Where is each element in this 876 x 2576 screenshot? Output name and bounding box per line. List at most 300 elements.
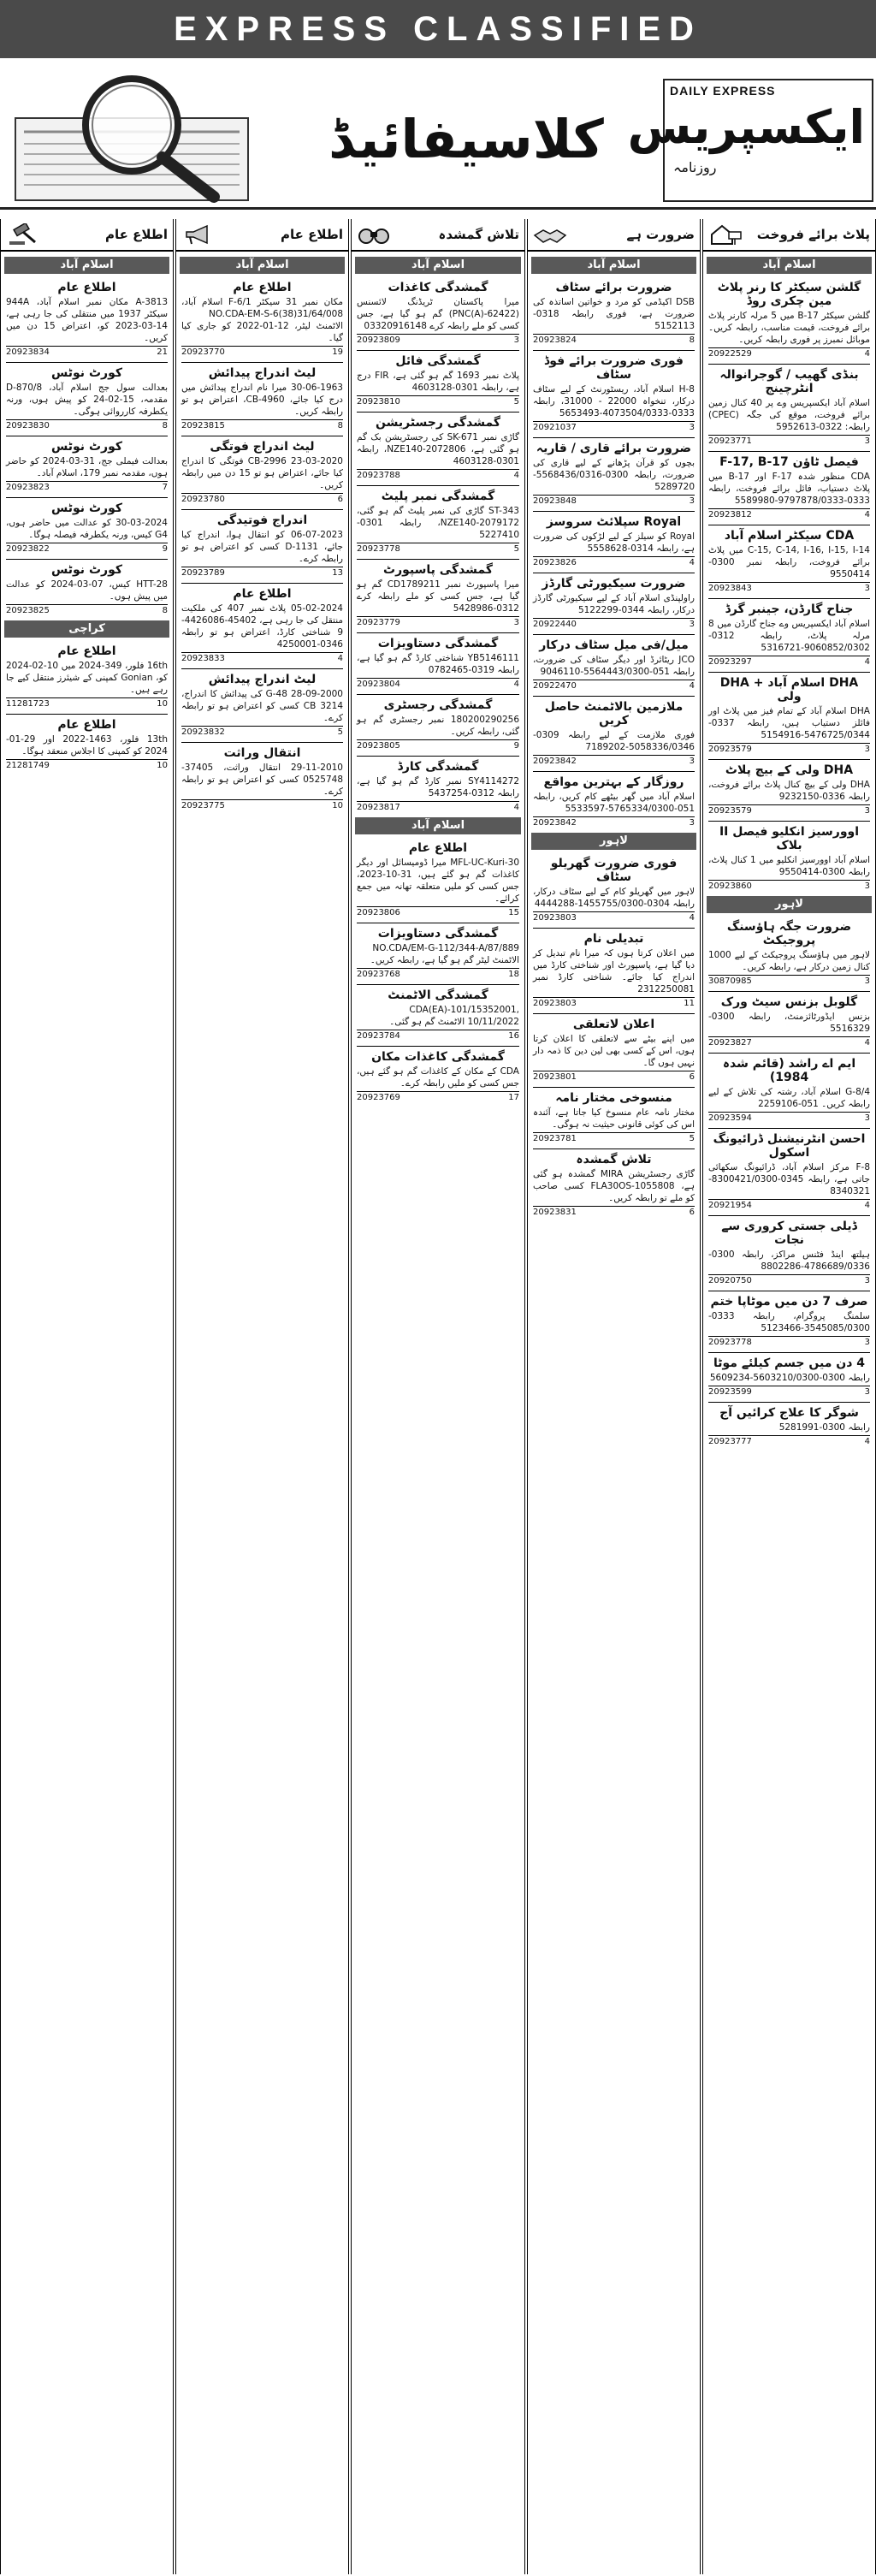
ad-title: انتقال وراثت (223, 746, 301, 760)
ad-footer (708, 1386, 870, 1397)
ad-size-code: 3 (864, 745, 870, 754)
city-bar: لاہور (707, 896, 872, 913)
classified-ad (708, 451, 870, 519)
column-heading (528, 219, 700, 252)
ad-size-code: 3 (513, 335, 519, 345)
logo-express-urdu: ایکسپریس (627, 100, 865, 154)
classified-ad (533, 928, 695, 1008)
ad-body: Royal کو سیلز کے لیے لڑکوں کی ضرورت ہے، رابطہ 0314-5558628 (533, 531, 695, 554)
ad-title: DHA اسلام آباد + DHA ولی (719, 676, 859, 703)
classified-ad (357, 350, 519, 407)
column-heading-title: پلاٹ برائے فروخت (756, 227, 870, 242)
ad-size-code: 3 (689, 818, 695, 828)
classified-ad (533, 350, 695, 432)
ad-body: 28-09-2000 G-48 کی پیدائش کا اندراج، CB 3214 کسی کو اعتراض ہو تو رابطہ کرے۔ (181, 689, 343, 723)
ad-ref-number: 20923594 (708, 1113, 752, 1123)
ad-ref-number: 20923825 (6, 606, 50, 615)
classified-ad (357, 632, 519, 689)
ad-footer (533, 556, 695, 567)
ad-size-code: 5 (337, 727, 343, 737)
ad-ref-number: 20923827 (708, 1038, 752, 1048)
ad-size-code: 3 (689, 496, 695, 506)
ad-title: ضرورت برائے قاری / قاریہ (536, 442, 692, 455)
ad-body: پلاٹ نمبر 1693 گم ہو گئی ہے، FIR درج ہے، رابطہ 0301-4603128 (357, 371, 519, 393)
ad-title: اطلاع عام (233, 587, 292, 601)
ad-title: لیٹ اندراج پیدائش (208, 366, 317, 380)
ad-ref-number: 20923769 (357, 1093, 400, 1102)
ad-title: شوگر کا علاج کرائیں آج (719, 1406, 859, 1420)
ad-footer (708, 743, 870, 754)
ad-title: منسوخی مختار نامہ (555, 1091, 672, 1105)
ad-title: ڈیلی جستی کروری سے نجات (721, 1220, 857, 1247)
ad-size-code: 3 (864, 881, 870, 891)
magnifier-newspaper-icon (12, 68, 252, 205)
ad-body: 29-11-2010 انتقال وراثت، 37405-0525748 کسی کو اعتراض ہو تو رابطہ کرے۔ (181, 763, 343, 797)
ad-body: G-8/4 اسلام آباد، رشتہ کی تلاش کے لیے رابطہ کریں۔ 051-2259106 (708, 1087, 870, 1109)
ad-title: گمشدگی فائل (395, 354, 481, 368)
ad-ref-number: 20923822 (6, 544, 50, 554)
ad-footer (6, 604, 168, 615)
ad-body: بچوں کو قرآن پڑھانے کے لیے قاری کی ضرورت، رابطہ 0300-5568436/0316-5289720 (533, 458, 695, 492)
classified-ad (181, 583, 343, 663)
ad-size-code: 9 (162, 544, 168, 554)
ad-ref-number: 20923823 (6, 483, 50, 492)
classified-ad (6, 497, 168, 554)
classified-ad (357, 559, 519, 627)
ad-title: گلشن سیکٹر کا رنر پلاٹ مین چکری روڈ (717, 281, 861, 308)
ad-footer (708, 1274, 870, 1285)
ad-ref-number: 20923771 (708, 436, 752, 446)
ad-ref-number: 20923834 (6, 347, 50, 357)
ad-size-code: 10 (157, 761, 168, 770)
ad-body: SY4114272 نمبر کارڈ گم ہو گیا ہے، رابطہ 0312-5437254 (357, 776, 519, 798)
ad-size-code: 3 (689, 423, 695, 432)
ad-body: 30-06-1963 میرا نام اندراج پیدائش میں درج کیا جائے، CB-4960، اعتراض ہو تو رابطہ کریں۔ (181, 383, 343, 417)
ad-body: بعدالت فیملی جج، 31-03-2024 کو حاضر ہوں، مقدمہ نمبر 179، اسلام آباد۔ (6, 456, 169, 478)
ad-footer (708, 880, 870, 891)
ad-size-code: 3 (864, 1113, 870, 1123)
ad-size-code: 8 (162, 421, 168, 430)
classified-ad (181, 277, 343, 357)
classified-ad (357, 412, 519, 480)
ad-body: NO.CDA/EM-G-112/344-A/87/889 الاٹمنٹ لیٹر گم ہو گیا ہے، رابطہ کریں۔ (370, 943, 519, 965)
classified-ad (708, 1215, 870, 1285)
city-bar: لاہور (531, 833, 696, 850)
ad-title: اطلاع عام (233, 281, 292, 294)
classified-ad (533, 771, 695, 828)
ad-footer (181, 419, 343, 430)
ad-body: HTT-28 کیس، 07-03-2024 کو عدالت میں پیش ہوں۔ (6, 579, 168, 602)
ad-footer (357, 334, 519, 345)
ad-ref-number: 20923788 (357, 471, 400, 480)
ad-size-code: 3 (864, 1387, 870, 1397)
ad-body: سلمنگ پروگرام، رابطہ 0333-3545085/0300-5123466 (708, 1311, 870, 1333)
city-bar: اسلام آباد (531, 257, 696, 274)
classified-ad (708, 759, 870, 816)
ad-size-code: 3 (864, 436, 870, 446)
classified-ad (181, 362, 343, 430)
ad-body: ہیلتھ اینڈ فٹنس مراکز، رابطہ 0300-4786689/0336-8802286 (708, 1249, 870, 1272)
classified-ad (357, 756, 519, 812)
ad-ref-number: 20923803 (533, 999, 577, 1008)
classified-ad (6, 436, 168, 492)
ad-size-code: 3 (689, 620, 695, 629)
ad-size-code: 4 (864, 510, 870, 519)
classified-ad (533, 437, 695, 506)
masthead (0, 63, 876, 210)
ad-ref-number: 20923297 (708, 657, 752, 667)
ad-title: گمشدگی رجسٹری (383, 698, 493, 712)
ad-footer (708, 582, 870, 593)
ad-body: اسلام آباد ایکسپریس وے پر 40 کنال زمین برائے فروخت، موقع کی جگہ (CPEC) رابطہ: 0322-5952613 (708, 398, 870, 432)
ad-footer (6, 697, 168, 709)
ad-body: مکان نمبر 31 سیکٹر F-6/1 اسلام آباد، NO.CDA-EM-S-6(38)31/64/008 الاٹمنٹ لیٹر، 12-01-2022 کو جاری کیا گیا۔ (181, 297, 343, 343)
ad-body: 16th فلور، 349-2024 میں 10-02-2024 کو، Gonian کمپنی کے شیئرز منتقل کیے جا رہے ہیں۔ (6, 661, 168, 695)
handshake-icon (533, 223, 567, 246)
ad-body: میرا پاکستان ٹریڈنگ لائسنس (PNC(A)-62422) گم ہو گیا ہے، جس کسی کو ملے رابطہ کرے 03320916148 (357, 297, 519, 331)
ad-title: گمشدگی الاٹمنٹ (388, 988, 488, 1002)
ad-size-code: 10 (157, 699, 168, 709)
ad-ref-number: 20923803 (533, 913, 577, 923)
ad-footer (6, 346, 168, 357)
ad-ref-number: 20923860 (708, 881, 752, 891)
ad-body: میں اعلان کرتا ہوں کہ میرا نام تبدیل کر دیا گیا ہے، پاسپورٹ اور شناختی کارڈ میں اندراج کیا جائے۔ شناختی کارڈ نمبر 2312250081 (533, 948, 695, 994)
classified-ad (533, 277, 695, 345)
ad-ref-number: 20923805 (357, 741, 400, 751)
ad-body: DHA اسلام آباد کے تمام فیز میں پلاٹ اور فائلز دستیاب ہیں، رابطہ 0337-5476725/0344-5154916 (708, 706, 870, 740)
express-logo (627, 79, 873, 202)
column-heading-title: تلاش گمشدہ (438, 227, 519, 242)
ad-ref-number: 20921954 (708, 1201, 752, 1210)
ad-body: لاہور میں ہاؤسنگ پروجیکٹ کے لیے 1000 کنال زمین درکار ہے، رابطہ کریں۔ (708, 950, 870, 972)
ad-footer (357, 616, 519, 627)
ad-footer (181, 652, 343, 663)
column-heading-title: اطلاع عام (104, 227, 168, 242)
classified-ad (6, 559, 168, 615)
classified-ad (6, 641, 168, 709)
ad-ref-number: 20923777 (708, 1437, 752, 1446)
classified-ad (533, 634, 695, 691)
ad-footer (357, 1030, 519, 1041)
ad-title: فوری ضرورت برائے فوڈ سٹاف (544, 354, 684, 382)
ad-body: بزنس ایڈورٹائزمنٹ، رابطہ 0300-5516329 (708, 1012, 870, 1034)
classified-ad (708, 1402, 870, 1446)
classified-ad (708, 1128, 870, 1210)
classified-ad (181, 436, 343, 504)
ad-ref-number: 20922470 (533, 681, 577, 691)
ad-body: 13th فلور، 1463-2022 اور 29-01-2024 کو کمپنی کا اجلاس منعقد ہوگا۔ (6, 734, 168, 757)
ad-size-code: 4 (864, 657, 870, 667)
ad-body: 23-03-2020 CB-2996 فوتگی کا اندراج کیا جائے، اعتراض ہو تو 15 دن میں رابطہ کریں۔ (181, 456, 343, 490)
ad-ref-number: 20923817 (357, 803, 400, 812)
ad-body: گلشن سیکٹر B-17 میں 5 مرلہ کارنر پلاٹ برائے فروخت، قیمت مناسب، رابطہ کریں۔ موبائل نمبرز پر فوری رابطہ کریں۔ (708, 311, 870, 345)
ad-footer (357, 906, 519, 917)
ad-size-code: 4 (513, 803, 519, 812)
ad-ref-number: 20923809 (357, 335, 400, 345)
ad-title: روزگار کے بہترین مواقع (543, 775, 684, 789)
ad-body: A-3813 مکان نمبر اسلام آباد، 944A سیکٹر 1937 میں منتقلی کی جا رہی ہے، 14-03-2023 کو، اعتراض 15 دن میں کریں۔ (6, 297, 168, 343)
ad-footer (357, 801, 519, 812)
ad-body: گاڑی رجسٹریشن MIRA گمشدہ ہو گئی ہے، FLA30OS-1055808 کسی صاحب کو ملے تو رابطہ کریں۔ (533, 1169, 695, 1203)
ad-footer (533, 680, 695, 691)
ad-title: ضرورت جگہ ہاؤسنگ پروجیکٹ (726, 920, 852, 947)
column-heading (1, 219, 173, 252)
ad-footer (533, 495, 695, 506)
ad-title: گمشدگی نمبر پلیٹ (381, 490, 495, 503)
ad-body: 180200290256 نمبر رجسٹری گم ہو گئی، رابطہ کریں۔ (357, 715, 519, 737)
ad-ref-number: 20923842 (533, 818, 577, 828)
ad-ref-number: 20921037 (533, 423, 577, 432)
ad-size-code: 15 (508, 908, 519, 917)
ad-body: اسلام آباد اوورسیز انکلیو میں 1 کنال پلاٹ، رابطہ 0300-9550414 (708, 855, 870, 877)
ad-body: میں اپنے بیٹے سے لاتعلقی کا اعلان کرتا ہوں، اس کے کسی بھی لین دین کا ذمہ دار نہیں ہوں گا۔ (533, 1034, 695, 1068)
ad-title: کورٹ نوٹس (50, 563, 122, 577)
ad-footer (357, 968, 519, 979)
classified-ad (708, 672, 870, 754)
ad-footer (708, 656, 870, 667)
ad-size-code: 10 (332, 801, 343, 810)
classified-ad (533, 853, 695, 923)
city-bar: کراچی (4, 620, 169, 638)
ad-body: لاہور میں گھریلو کام کے لیے سٹاف درکار، رابطہ 0304-1455755/0300-4444288 (533, 887, 695, 909)
classified-ad (181, 742, 343, 810)
ad-ref-number: 20923778 (357, 544, 400, 554)
ad-footer (708, 975, 870, 986)
ad-body: C-15, C-14, I-16, I-15, I-14 میں پلاٹ برائے فروخت، رابطہ نمبر 0300-9550414 (708, 545, 870, 579)
classified-ad (708, 821, 870, 891)
ad-title: لیٹ اندراج پیدائش (208, 673, 317, 686)
ad-size-code: 3 (864, 584, 870, 593)
ad-size-code: 19 (332, 347, 343, 357)
ad-body: F-8 مرکز اسلام آباد، ڈرائیونگ سکھائی جاتی ہے، رابطہ 0345-8300421/0300-8340321 (708, 1162, 870, 1196)
ad-footer (533, 1071, 695, 1082)
ad-body: 06-07-2023 کو انتقال ہوا، اندراج کیا جائے، D-1131 کسی کو اعتراض ہو تو رابطہ کرے۔ (181, 530, 343, 564)
ad-title: گمشدگی پاسپورٹ (383, 563, 493, 577)
logo-rozna: روزنامہ (673, 159, 717, 175)
classified-ad (533, 696, 695, 766)
ad-body: اسلام آباد میں گھر بیٹھے کام کریں، رابطہ 051-5765334/0300-5533597 (533, 792, 695, 814)
ad-size-code: 3 (864, 1338, 870, 1347)
ad-title: اطلاع عام (57, 718, 116, 732)
ad-body: فوری ملازمت کے لیے رابطہ 0309-5058336/0346-7189202 (533, 730, 695, 752)
ad-ref-number: 20923831 (533, 1208, 577, 1217)
ad-ref-number: 20923832 (181, 727, 225, 737)
ad-footer (708, 1112, 870, 1123)
column-0 (702, 219, 876, 2574)
ad-footer (357, 1091, 519, 1102)
ad-title: 4 دن میں جسم کیلئے موٹا (713, 1356, 865, 1370)
classified-urdu-title: کلاسیفائیڈ (328, 108, 604, 170)
ad-size-code: 4 (337, 654, 343, 663)
ad-footer (357, 739, 519, 751)
gavel-icon (6, 223, 40, 246)
column-heading (703, 219, 875, 252)
ad-size-code: 9 (513, 741, 519, 751)
ad-ref-number: 20923815 (181, 421, 225, 430)
ad-size-code: 5 (689, 1134, 695, 1143)
ad-body: YB5146111 شناختی کارڈ گم ہو گیا ہے، رابطہ 0319-0782465 (357, 653, 519, 675)
city-bar: اسلام آباد (355, 817, 521, 834)
ad-title: اطلاع عام (57, 644, 116, 658)
classified-ad (533, 1087, 695, 1143)
ad-footer (181, 726, 343, 737)
ad-size-code: 16 (508, 1031, 519, 1041)
logo-daily-express: DAILY EXPRESS (670, 84, 776, 98)
top-banner (0, 0, 876, 58)
classified-ad (533, 573, 695, 629)
classified-ad (6, 362, 168, 430)
megaphone-icon (181, 223, 216, 246)
ad-ref-number: 20923806 (357, 908, 400, 917)
ad-ref-number: 20923789 (181, 568, 225, 578)
ad-size-code: 17 (508, 1093, 519, 1102)
ad-footer (533, 618, 695, 629)
ad-size-code: 8 (337, 421, 343, 430)
ad-title: فیصل ٹاؤن F-17, B-17 (719, 455, 859, 469)
ad-title: گمشدگی کاغذات مکان (371, 1050, 505, 1064)
ad-ref-number: 30870985 (708, 976, 752, 986)
classified-ad (6, 277, 168, 357)
ad-footer (181, 346, 343, 357)
ad-title: کورٹ نوٹس (50, 366, 122, 380)
ad-body: ST-343 گاڑی کی نمبر پلیٹ گم ہو گئی، NZE140-2079172، رابطہ 0301-5227410 (357, 506, 519, 540)
classified-ad (708, 1352, 870, 1397)
ad-footer (708, 1036, 870, 1048)
ad-size-code: 3 (864, 1276, 870, 1285)
ad-ref-number: 20923599 (708, 1387, 752, 1397)
ad-footer (708, 804, 870, 816)
ad-footer (708, 347, 870, 359)
city-bar: اسلام آباد (707, 257, 872, 274)
ad-ref-number: 20923779 (357, 618, 400, 627)
ad-title: میل/فی میل سٹاف درکار (539, 638, 689, 652)
ad-ref-number: 20923804 (357, 680, 400, 689)
classified-ad (708, 991, 870, 1048)
classified-ad (357, 838, 519, 917)
ad-ref-number: 20923830 (6, 421, 50, 430)
ad-size-code: 21 (157, 347, 168, 357)
classified-ad (708, 364, 870, 446)
column-1 (527, 219, 701, 2574)
ad-size-code: 6 (689, 1208, 695, 1217)
ad-title: بنڈی گھیب / گوجرانوالہ انٹرچینج (719, 368, 859, 395)
ad-size-code: 13 (332, 568, 343, 578)
classified-ad (357, 277, 519, 345)
ad-ref-number: 20923842 (533, 757, 577, 766)
ad-size-code: 5 (513, 397, 519, 407)
ad-title: DHA ولی کے بیچ پلاٹ (725, 763, 854, 777)
ad-title: کورٹ نوٹس (50, 440, 122, 454)
classified-ad (181, 668, 343, 737)
binoculars-icon (357, 223, 391, 246)
ad-footer (533, 1206, 695, 1217)
ad-body: رابطہ 0300-5603210/0300-5609234 (709, 1373, 870, 1383)
ad-footer (181, 799, 343, 810)
ad-title: جناح گارڈن، جینبر گرڈ (725, 602, 854, 616)
ad-size-code: 3 (689, 757, 695, 766)
ad-ref-number: 20923848 (533, 496, 577, 506)
ad-footer (357, 469, 519, 480)
ad-size-code: 4 (689, 558, 695, 567)
ad-size-code: 11 (684, 999, 695, 1008)
ad-ref-number: 20920750 (708, 1276, 752, 1285)
ad-title: گمشدگی دستاویزات (377, 637, 499, 650)
ad-footer (357, 678, 519, 689)
column-3 (175, 219, 349, 2574)
ad-title: ضرورت برائے سٹاف (555, 281, 672, 294)
banner-title: EXPRESS CLASSIFIED (174, 9, 702, 48)
city-bar: اسلام آباد (180, 257, 345, 274)
ad-ref-number: 20923768 (357, 970, 400, 979)
ad-ref-number: 11281723 (6, 699, 50, 709)
ad-ref-number: 20922440 (533, 620, 577, 629)
ad-footer (533, 334, 695, 345)
ad-footer (357, 543, 519, 554)
ad-size-code: 8 (162, 606, 168, 615)
ad-size-code: 6 (689, 1072, 695, 1082)
classified-ad (708, 1291, 870, 1347)
column-heading (352, 219, 524, 252)
ad-ref-number: 20923843 (708, 584, 752, 593)
classified-ad (357, 1046, 519, 1102)
ad-title: اطلاع عام (408, 841, 468, 855)
ad-footer (6, 419, 168, 430)
ad-body: اسلام آباد ایکسپریس وے جناح گارڈن میں 8 مرلہ پلاٹ، رابطہ 0312-9060852/0302-5316721 (708, 619, 870, 653)
classified-ad (357, 923, 519, 979)
classified-ad (533, 1013, 695, 1082)
ad-size-code: 6 (337, 495, 343, 504)
ad-size-code: 3 (864, 806, 870, 816)
ad-title: کورٹ نوٹس (50, 502, 122, 515)
ad-title: فوری ضرورت گھریلو سٹاف (550, 857, 678, 884)
ad-body: میرا پاسپورٹ نمبر CD1789211 گم ہو گیا ہے، جس کسی کو ملے رابطہ کرے 0312-5428986 (357, 579, 519, 614)
ad-ref-number: 20922529 (708, 349, 752, 359)
ad-body: DSB اکیڈمی کو مرد و خواتین اساتذہ کی ضرورت ہے، فوری رابطہ 0318-5152113 (533, 297, 695, 331)
city-bar: اسلام آباد (355, 257, 521, 274)
ad-ref-number: 20923801 (533, 1072, 577, 1082)
ad-footer (6, 543, 168, 554)
ad-title: اعلان لاتعلقی (572, 1018, 655, 1031)
ad-ref-number: 20923770 (181, 347, 225, 357)
house-for-sale-icon (708, 223, 743, 246)
ad-body: 05-02-2024 پلاٹ نمبر 407 کی ملکیت منتقل کی جا رہی ہے، 45402-4426086-9 شناختی کارڈ، اعتراض ہو تو رابطہ 0346-4250001 (181, 603, 343, 650)
ad-body: MFL-UC-Kuri-30 میرا ڈومیسائل اور دیگر کاغذات گم ہو گئے ہیں، 31-10-2023، جس کسی کو ملیں متعلقہ تھانہ میں جمع کرائے۔ (357, 858, 519, 904)
ad-ref-number: 20923826 (533, 558, 577, 567)
ad-footer (6, 759, 168, 770)
classified-ad (708, 598, 870, 667)
ad-title: گلوبل بزنس سیٹ ورک (720, 995, 858, 1009)
ad-size-code: 4 (864, 349, 870, 359)
ad-title: اطلاع عام (57, 281, 116, 294)
ad-title: گمشدگی کارڈ (397, 760, 479, 774)
ad-body: CDA کے مکان کے کاغذات گم ہو گئے ہیں، جس کسی کو ملیں رابطہ کرے۔ (357, 1066, 519, 1089)
ad-footer (181, 493, 343, 504)
ad-ref-number: 20923833 (181, 654, 225, 663)
classified-ad (708, 917, 870, 986)
ad-ref-number: 20923810 (357, 397, 400, 407)
classified-ad (181, 509, 343, 578)
ad-ref-number: 20923812 (708, 510, 752, 519)
classified-ad (708, 525, 870, 593)
ad-footer (181, 567, 343, 578)
ad-body: H-8 اسلام آباد، ریسٹورنٹ کے لیے سٹاف درکار، تنخواہ 22000 - 31000، رابطہ 0333-4073504/0333-5653493 (533, 384, 695, 418)
ad-footer (708, 1435, 870, 1446)
ad-ref-number: 20923775 (181, 801, 225, 810)
ad-ref-number: 20923784 (357, 1031, 400, 1041)
ad-body: گاڑی نمبر SK-671 کی رجسٹریشن بک گم ہو گئی ہے، NZE140-2072806، رابطہ 0301-4603128 (357, 432, 520, 466)
ad-footer (533, 1132, 695, 1143)
ad-size-code: 18 (508, 970, 519, 979)
